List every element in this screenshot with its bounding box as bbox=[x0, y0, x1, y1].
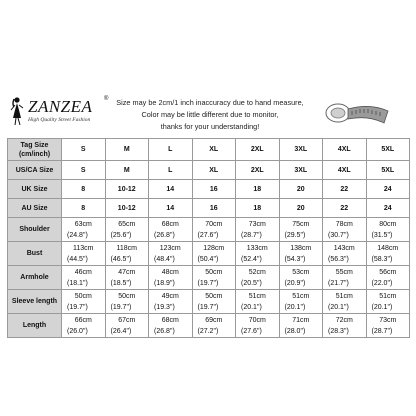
brand-logo bbox=[8, 96, 118, 126]
measurement-inch: (26.4") bbox=[110, 327, 132, 335]
measurement-inch: (20.5") bbox=[241, 279, 262, 287]
measurement-cell bbox=[105, 314, 149, 338]
table-row bbox=[8, 180, 410, 199]
size-value: 8 bbox=[62, 199, 106, 218]
measurement-inch: (27.2") bbox=[197, 327, 219, 335]
measurement-cell bbox=[366, 290, 410, 314]
measurement-cell bbox=[192, 314, 236, 338]
table-row bbox=[8, 314, 410, 338]
row-label: Sleeve length bbox=[8, 290, 62, 314]
measurement-cm: 71cm bbox=[292, 316, 310, 324]
size-value: 10-12 bbox=[105, 180, 149, 199]
measurement-cm: 67cm bbox=[118, 316, 136, 324]
size-value: 8 bbox=[62, 180, 106, 199]
size-value: 4XL bbox=[323, 139, 367, 161]
measurement-cm: 73cm bbox=[248, 220, 266, 228]
measurement-cell bbox=[236, 242, 280, 266]
measurement-cm: 113cm bbox=[73, 244, 94, 252]
table-row bbox=[8, 290, 410, 314]
measurement-cell bbox=[62, 266, 106, 290]
size-value: L bbox=[149, 139, 193, 161]
size-value: 5XL bbox=[366, 161, 410, 180]
measurement-inch: (18.5") bbox=[110, 279, 132, 287]
brand-name: ZANZEA bbox=[28, 97, 93, 116]
notice-line-2: Color may be little different due to monitor, bbox=[141, 110, 279, 119]
notice-line-1: Size may be 2cm/1 inch inaccuracy due to hand measure, bbox=[116, 98, 304, 107]
size-notice bbox=[112, 97, 308, 133]
size-value: S bbox=[62, 161, 106, 180]
measurement-cell bbox=[62, 314, 106, 338]
measurement-inch: (19.7") bbox=[67, 303, 88, 311]
size-value: M bbox=[105, 139, 149, 161]
measurement-cm: 51cm bbox=[292, 292, 310, 300]
row-label: Bust bbox=[8, 242, 62, 266]
measurement-inch: (52.4") bbox=[241, 255, 262, 263]
measurement-inch: (20.1") bbox=[241, 303, 262, 311]
table-row bbox=[8, 199, 410, 218]
measurement-inch: (26.8") bbox=[154, 327, 175, 335]
size-value: 14 bbox=[149, 199, 193, 218]
size-value: 24 bbox=[366, 180, 410, 199]
size-value: 14 bbox=[149, 180, 193, 199]
size-value: 4XL bbox=[323, 161, 367, 180]
size-value: 20 bbox=[279, 199, 323, 218]
size-value: 22 bbox=[323, 180, 367, 199]
measurement-cell bbox=[236, 314, 280, 338]
measurement-cell bbox=[323, 266, 367, 290]
measurement-inch: (22.0") bbox=[371, 279, 393, 287]
measurement-cell bbox=[279, 314, 323, 338]
measurement-cm: 143cm bbox=[333, 244, 355, 252]
row-label: AU Size bbox=[8, 199, 62, 218]
measurement-inch: (46.5") bbox=[110, 255, 132, 263]
measurement-cell bbox=[366, 242, 410, 266]
measurement-cell bbox=[323, 314, 367, 338]
measurement-cell bbox=[62, 242, 106, 266]
measurement-inch: (26.0") bbox=[67, 327, 88, 335]
measurement-cell bbox=[323, 218, 367, 242]
measurement-cm: 66cm bbox=[74, 316, 92, 324]
row-label: Tag Size (cm/inch) bbox=[8, 139, 62, 161]
size-value: 5XL bbox=[366, 139, 410, 161]
measurement-cell bbox=[323, 242, 367, 266]
measurement-cm: 68cm bbox=[161, 316, 179, 324]
measurement-inch: (28.7") bbox=[371, 327, 393, 335]
measurement-cm: 50cm bbox=[205, 292, 223, 300]
measurement-cell bbox=[323, 290, 367, 314]
measurement-cm: 55cm bbox=[335, 268, 353, 276]
measurement-cell bbox=[236, 290, 280, 314]
measurement-cell bbox=[192, 218, 236, 242]
measurement-inch: (20.1") bbox=[284, 303, 306, 311]
measurement-cm: 51cm bbox=[335, 292, 353, 300]
measurement-cell bbox=[149, 218, 193, 242]
measurement-cm: 51cm bbox=[379, 292, 397, 300]
measurement-cm: 73cm bbox=[379, 316, 397, 324]
measurement-cm: 75cm bbox=[292, 220, 310, 228]
measurement-cell bbox=[149, 290, 193, 314]
measurement-cm: 78cm bbox=[335, 220, 353, 228]
table-row bbox=[8, 242, 410, 266]
measurement-cell bbox=[192, 266, 236, 290]
measurement-inch: (48.4") bbox=[154, 255, 175, 263]
measurement-cm: 51cm bbox=[248, 292, 266, 300]
woman-silhouette-icon bbox=[8, 96, 28, 126]
measurement-inch: (28.7") bbox=[241, 231, 262, 239]
measurement-cell bbox=[105, 266, 149, 290]
measurement-cm: 50cm bbox=[74, 292, 92, 300]
measurement-cm: 49cm bbox=[161, 292, 179, 300]
measurement-inch: (21.7") bbox=[328, 279, 349, 287]
measurement-cell bbox=[366, 266, 410, 290]
size-value: 3XL bbox=[279, 139, 323, 161]
size-value: S bbox=[62, 139, 106, 161]
measurement-inch: (54.3") bbox=[284, 255, 306, 263]
measurement-cm: 118cm bbox=[116, 244, 137, 252]
measurement-inch: (20.9") bbox=[284, 279, 306, 287]
measurement-inch: (20.1") bbox=[371, 303, 393, 311]
size-value: 24 bbox=[366, 199, 410, 218]
size-chart-table bbox=[7, 138, 410, 338]
measurement-cell bbox=[236, 266, 280, 290]
measurement-inch: (18.1") bbox=[67, 279, 88, 287]
measurement-inch: (50.4") bbox=[197, 255, 219, 263]
header bbox=[0, 0, 416, 132]
size-value: 2XL bbox=[236, 139, 280, 161]
size-value: 18 bbox=[236, 180, 280, 199]
size-value: L bbox=[149, 161, 193, 180]
measurement-cell bbox=[279, 290, 323, 314]
size-value: 2XL bbox=[236, 161, 280, 180]
measurement-inch: (30.7") bbox=[328, 231, 349, 239]
table-row bbox=[8, 139, 410, 161]
measurement-inch: (56.3") bbox=[328, 255, 349, 263]
measurement-inch: (28.3") bbox=[328, 327, 349, 335]
brand-tagline: High Quality Street Fashion bbox=[28, 117, 91, 123]
measurement-inch: (29.5") bbox=[284, 231, 306, 239]
measurement-cm: 69cm bbox=[205, 316, 223, 324]
measurement-cm: 50cm bbox=[118, 292, 136, 300]
measurement-cm: 123cm bbox=[159, 244, 181, 252]
measurement-cm: 133cm bbox=[246, 244, 268, 252]
measurement-inch: (27.6") bbox=[197, 231, 219, 239]
measurement-cm: 70cm bbox=[205, 220, 223, 228]
measurement-cell bbox=[279, 218, 323, 242]
measurement-inch: (19.7") bbox=[197, 303, 219, 311]
row-label: Length bbox=[8, 314, 62, 338]
measuring-tape-icon bbox=[318, 97, 398, 137]
row-label: Armhole bbox=[8, 266, 62, 290]
measurement-cell bbox=[366, 218, 410, 242]
size-value: 22 bbox=[323, 199, 367, 218]
measurement-cm: 128cm bbox=[203, 244, 225, 252]
size-value: 20 bbox=[279, 180, 323, 199]
measurement-cell bbox=[149, 314, 193, 338]
measurement-cell bbox=[62, 218, 106, 242]
measurement-cm: 63cm bbox=[74, 220, 92, 228]
measurement-inch: (20.1") bbox=[328, 303, 349, 311]
measurement-cell bbox=[62, 290, 106, 314]
notice-line-3: thanks for your understanding! bbox=[160, 122, 260, 131]
row-label: US/CA Size bbox=[8, 161, 62, 180]
size-value: 16 bbox=[192, 199, 236, 218]
measurement-cell bbox=[149, 266, 193, 290]
measurement-cm: 65cm bbox=[118, 220, 136, 228]
measurement-cm: 50cm bbox=[205, 268, 223, 276]
measurement-cm: 70cm bbox=[248, 316, 266, 324]
measurement-inch: (25.6") bbox=[110, 231, 132, 239]
size-value: XL bbox=[192, 139, 236, 161]
measurement-inch: (19.7") bbox=[197, 279, 219, 287]
measurement-inch: (28.0") bbox=[284, 327, 306, 335]
size-value: M bbox=[105, 161, 149, 180]
measurement-inch: (18.9") bbox=[154, 279, 175, 287]
measurement-cell bbox=[192, 290, 236, 314]
size-value: 18 bbox=[236, 199, 280, 218]
measurement-cell bbox=[279, 266, 323, 290]
measurement-inch: (44.5") bbox=[67, 255, 88, 263]
measurement-cell bbox=[192, 242, 236, 266]
measurement-inch: (24.8") bbox=[67, 231, 88, 239]
measurement-cm: 52cm bbox=[248, 268, 266, 276]
measurement-cell bbox=[105, 218, 149, 242]
measurement-cm: 56cm bbox=[379, 268, 397, 276]
size-value: 10-12 bbox=[105, 199, 149, 218]
table-row bbox=[8, 266, 410, 290]
measurement-cm: 68cm bbox=[161, 220, 179, 228]
measurement-cm: 48cm bbox=[161, 268, 179, 276]
measurement-cm: 80cm bbox=[379, 220, 397, 228]
table-row bbox=[8, 218, 410, 242]
table-row bbox=[8, 161, 410, 180]
measurement-inch: (31.5") bbox=[371, 231, 393, 239]
measurement-inch: (58.3") bbox=[371, 255, 393, 263]
measurement-inch: (19.7") bbox=[110, 303, 132, 311]
row-label: Shoulder bbox=[8, 218, 62, 242]
measurement-cm: 72cm bbox=[335, 316, 353, 324]
registered-mark: ® bbox=[104, 96, 109, 102]
measurement-cell bbox=[105, 242, 149, 266]
measurement-cell bbox=[105, 290, 149, 314]
measurement-cell bbox=[279, 242, 323, 266]
measurement-cell bbox=[149, 242, 193, 266]
measurement-inch: (19.3") bbox=[154, 303, 175, 311]
measurement-cm: 53cm bbox=[292, 268, 310, 276]
measurement-cm: 148cm bbox=[377, 244, 399, 252]
measurement-inch: (27.6") bbox=[241, 327, 262, 335]
measurement-inch: (26.8") bbox=[154, 231, 175, 239]
size-value: XL bbox=[192, 161, 236, 180]
measurement-cell bbox=[236, 218, 280, 242]
size-value: 16 bbox=[192, 180, 236, 199]
size-value: 3XL bbox=[279, 161, 323, 180]
measurement-cm: 138cm bbox=[290, 244, 312, 252]
measurement-cell bbox=[366, 314, 410, 338]
row-label: UK Size bbox=[8, 180, 62, 199]
measurement-cm: 47cm bbox=[118, 268, 136, 276]
measurement-cm: 46cm bbox=[74, 268, 92, 276]
